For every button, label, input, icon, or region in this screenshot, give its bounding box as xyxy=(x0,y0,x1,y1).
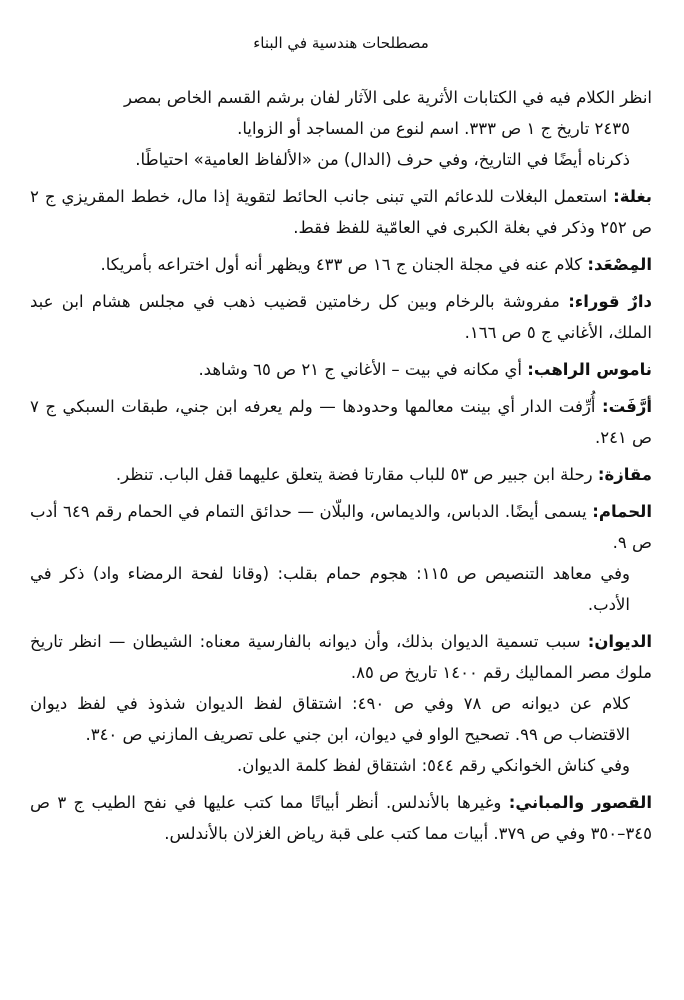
entry-text: سبب تسمية الديوان بذلك، وأن ديوانه بالفارسية معناه: الشيطان — انظر تاريخ ملوك مصر المماليك رقم ١٤٠٠ تاريخ ص ٨٥. xyxy=(30,632,652,682)
entry-baghla xyxy=(30,181,652,243)
intro-block xyxy=(30,82,652,175)
entry-text: أُرِّفت الدار أي بينت معالمها وحدودها — ولم يعرفه ابن جني، طبقات السبكي ج ٧ ص ٢٤١. xyxy=(30,397,652,447)
entry-text: أي مكانه في بيت – الأغاني ج ٢١ ص ٦٥ وشاهد. xyxy=(198,360,522,379)
entry-term: المِصْعَد: xyxy=(587,255,652,274)
entry-urrifat xyxy=(30,391,652,453)
entry-term: دارٌ قوراء: xyxy=(568,292,652,311)
entry-dar-qawra xyxy=(30,286,652,348)
entry-term: القصور والمباني: xyxy=(508,793,652,812)
intro-paragraph-2: ذكرناه أيضًا في التاريخ، وفي حرف (الدال) من «الألفاظ العامية» احتياطًا. xyxy=(135,150,630,169)
entry-namus-rahib xyxy=(30,354,652,385)
entry-maqaza xyxy=(30,459,652,490)
entry-term: الديوان: xyxy=(587,632,653,651)
page-title: مصطلحات هندسية في البناء xyxy=(253,34,429,52)
entry-term: بغلة: xyxy=(613,187,653,206)
entry-term: الحمام: xyxy=(592,502,652,521)
entry-text: رحلة ابن جبير ص ٥٣ للباب مقارتا فضة يتعلق عليهما قفل الباب. تنظر. xyxy=(115,465,593,484)
entry-extra-2: وفي كناش الخوانكي رقم ٥٤٤: اشتقاق لفظ كلمة الديوان. xyxy=(236,756,630,775)
entry-text: كلام عنه في مجلة الجنان ج ١٦ ص ٤٣٣ ويظهر أنه أول اختراعه بأمريكا. xyxy=(100,255,583,274)
entry-term: ناموس الراهب: xyxy=(527,360,652,379)
entry-term: مقازة: xyxy=(597,465,652,484)
entry-extra: وفي معاهد التنصيص ص ١١٥: هجوم حمام بقلب: (وقانا لفحة الرمضاء واد) ذكر في الأدب. xyxy=(30,564,631,614)
entry-diwan xyxy=(30,626,652,781)
intro-line-2: ٢٤٣٥ تاريخ ج ١ ص ٣٣٣. اسم لنوع من المساجد أو الزوايا. xyxy=(237,119,630,138)
entry-text: مفروشة بالرخام وبين كل رخامتين قضيب ذهب في مجلس هشام ابن عبد الملك، الأغاني ج ٥ ص ١٦٦. xyxy=(30,292,652,342)
entry-extra: كلام عن ديوانه ص ٧٨ وفي ص ٤٩٠: اشتقاق لفظ الديوان شذوذ في لفظ ديوان الاقتضاب ص ٩٩. تصحيح الواو في ديوان، ابن جني على تصريف المازني ص ٣٤٠. xyxy=(30,694,630,744)
intro-paragraph xyxy=(30,82,652,144)
entry-text: وغيرها بالأندلس. أنظر أبياتًا مما كتب عليها في نفح الطيب ج ٣ ص ٣٤٥–٣٥٠ وفي ص ٣٧٩. أبيات مما كتب على قبة رياض الغزلان بالأندلس. xyxy=(30,793,652,843)
entry-text: يسمى أيضًا. الدباس، والديماس، والبلّان — حدائق التمام في الحمام رقم ٦٤٩ أدب ص ٩. xyxy=(30,502,652,552)
entry-text: استعمل البغلات للدعائم التي تبنى جانب الحائط لتقوية إذا مال، خطط المقريزي ج ٢ ص ٢٥٢ وذكر في بغلة الكبرى في العامّية للفظ فقط. xyxy=(30,187,652,237)
entry-misad xyxy=(30,249,652,280)
entry-term: أرَّفَت: xyxy=(601,397,653,416)
intro-line-1: انظر الكلام فيه في الكتابات الأثرية على الآثار لفان برشم القسم الخاص بمصر xyxy=(123,88,652,107)
entry-hammam xyxy=(30,496,652,620)
entry-qusur xyxy=(30,787,652,849)
